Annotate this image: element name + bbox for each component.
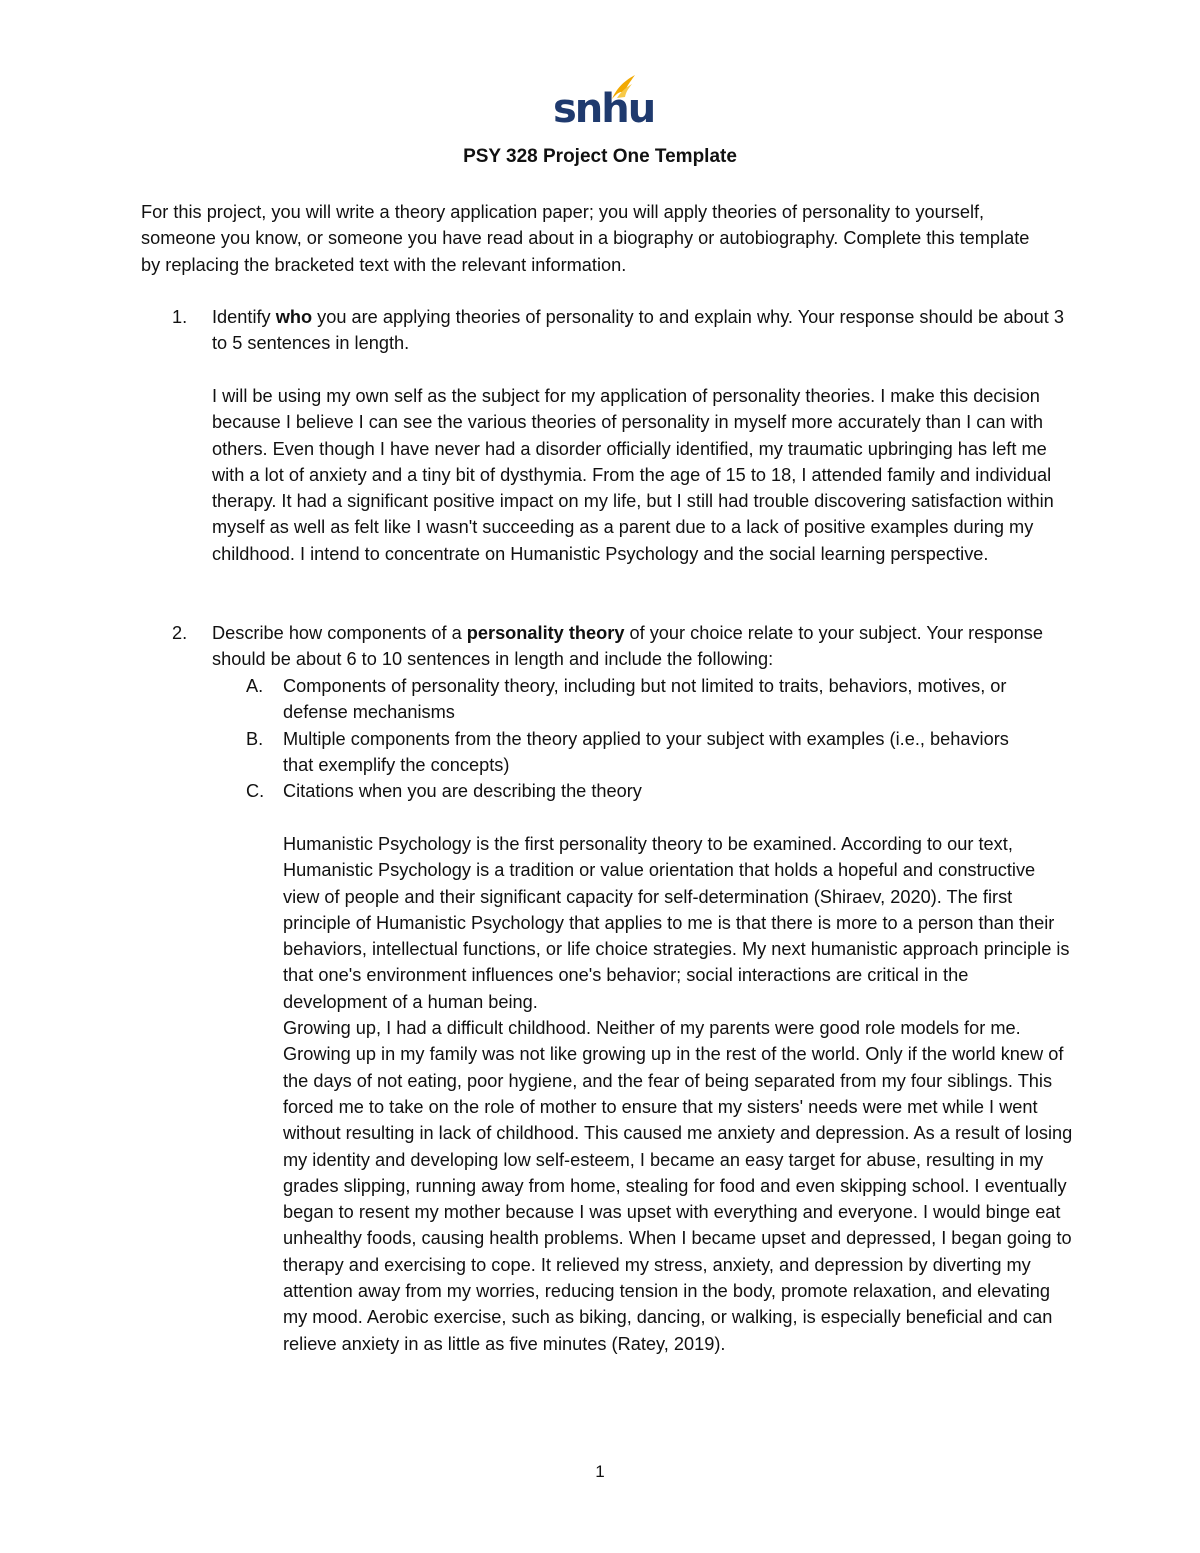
page-number: 1 (595, 1462, 605, 1481)
q2-item-a-letter: A. (246, 676, 264, 696)
q1-prompt-text (212, 304, 1072, 357)
q2-item-b (283, 726, 1023, 779)
intro-paragraph (141, 199, 1041, 278)
q1-prompt-bold: who (275, 307, 313, 327)
q2-prompt-bold: personality theory (466, 623, 625, 643)
q2-prompt-before: Describe how components of a (212, 623, 467, 643)
logo-wordmark: snhu (553, 86, 655, 132)
q2-item-c-letter: C. (246, 781, 265, 801)
intro-text: For this project, you will write a theory application paper; you will apply theories of personality to yourself, someone you know, or someone you have read about in a biography or autobiography. Complete this template by replacing the bracketed text with the relevant information. (141, 202, 1030, 275)
q2-number: 2. (172, 623, 188, 643)
q2-prompt (212, 620, 1072, 673)
page-title: PSY 328 Project One Template (463, 146, 737, 167)
q1-prompt (212, 304, 1072, 357)
q1-prompt-after: you are applying theories of personality to and explain why. Your response should be about 3 to 5 sentences in length. (212, 307, 1064, 354)
q2-item-b-letter: B. (246, 729, 264, 749)
q2-item-c (283, 778, 1023, 804)
snhu-logo (553, 72, 655, 134)
q2-answer-paragraph-1: Humanistic Psychology is the first personality theory to be examined. According to our text, Humanistic Psychology is a tradition or value orientation that holds a hopeful and constructive view of people and their significant capacity for self-determination (Shiraev, 2020). The first principle of Humanistic Psychology that applies to me is that there is more to a person than their behaviors, intellectual functions, or life choice strategies. My next humanistic approach principle is that one's environment influences one's behavior; social interactions are critical in the development of a human being. (283, 834, 1070, 1012)
q1-answer (212, 383, 1072, 567)
q2-prompt-text (212, 620, 1072, 673)
q2-answer (283, 831, 1073, 1357)
q2-prompt-after: of your choice relate to your subject. Your response should be about 6 to 10 sentences in length and include the following: (212, 623, 1043, 670)
q2-item-b-text: Multiple components from the theory applied to your subject with examples (i.e., behaviors that exemplify the concepts) (283, 729, 1009, 776)
q1-answer-text: I will be using my own self as the subject for my application of personality theories. I make this decision because I believe I can see the various theories of personality in myself more accurately than I can with others. Even though I have never had a disorder officially identified, my traumatic upbringing has left me with a lot of anxiety and a tiny bit of dysthymia. From the age of 15 to 18, I attended family and individual therapy. It had a significant positive impact on my life, but I still had trouble discovering satisfaction within myself as well as felt like I wasn't succeeding as a parent due to a lack of positive examples during my childhood. I intend to concentrate on Humanistic Psychology and the social learning perspective. (212, 386, 1054, 564)
q1-number: 1. (172, 307, 188, 327)
q2-item-c-text: Citations when you are describing the theory (283, 781, 642, 801)
q2-item-a-text: Components of personality theory, including but not limited to traits, behaviors, motives, or defense mechanisms (283, 676, 1007, 723)
q2-item-a (283, 673, 1023, 726)
q2-answer-paragraph-2: Growing up, I had a difficult childhood. Neither of my parents were good role models for me. Growing up in my family was not like growing up in the rest of the world. Only if the world knew of the days of not eating, poor hygiene, and the fear of being separated from my four siblings. This forced me to take on the role of mother to ensure that my sisters' needs were met while I went without resulting in lack of childhood. This caused me anxiety and depression. As a result of losing my identity and developing low self-esteem, I became an easy target for abuse, resulting in my grades slipping, running away from home, stealing for food and even skipping school. I eventually began to resent my mother because I was upset with everything and everyone. I would binge eat unhealthy foods, causing health problems. When I became upset and depressed, I began going to therapy and exercising to cope. It relieved my stress, anxiety, and depression by diverting my attention away from my worries, reducing tension in the body, promote relaxation, and elevating my mood. Aerobic exercise, such as biking, dancing, or walking, is especially beneficial and can relieve anxiety in as little as five minutes (Ratey, 2019). (283, 1018, 1073, 1354)
q1-prompt-before: Identify (212, 307, 276, 327)
